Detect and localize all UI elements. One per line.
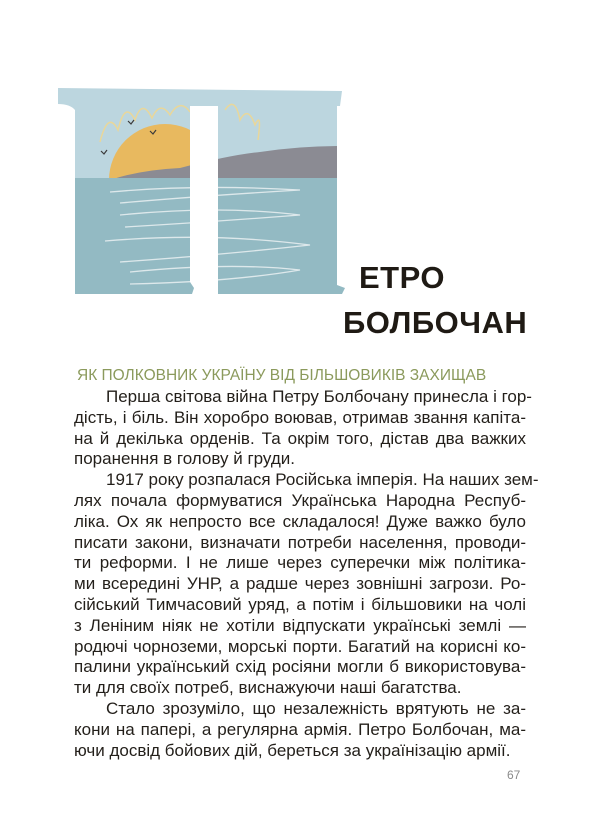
paragraph bbox=[74, 470, 539, 699]
text-line: Стало зрозуміло, що незалежність врятують не за- bbox=[106, 698, 526, 718]
text-line: дість, і біль. Він хоробро воював, отримав звання капіта- bbox=[74, 407, 526, 427]
text-line: 1917 року розпалася Російська імперія. На наших зем- bbox=[106, 470, 539, 490]
title-line-1: ЕТРО bbox=[359, 260, 445, 295]
text-line: поранення в голову й груди. bbox=[74, 449, 295, 469]
text-line: писати закони, визначати потреби населення, проводи- bbox=[74, 532, 526, 552]
text-line: ючи досвід бойових дій, береться за українізацію армії. bbox=[74, 740, 511, 760]
text-line: кони на папері, а регулярна армія. Петро Болбочан, ма- bbox=[74, 719, 526, 739]
text-line: лях почала формуватися Українська Народна Респуб- bbox=[74, 490, 526, 510]
text-line: ліка. Ох як непросто все складалося! Дуже важко було bbox=[74, 511, 526, 531]
text-line: ми всередині УНР, а радше через зовнішні загрози. Ро- bbox=[74, 574, 526, 594]
text-line: на й декілька орденів. Та окрім того, дістав два важких bbox=[74, 428, 526, 448]
text-line: сійський Тимчасовий уряд, а потім і більшовики на чолі bbox=[74, 594, 526, 614]
body-text bbox=[74, 387, 539, 761]
text-line: ти для своїх потреб, виснажуючи наші багатства. bbox=[74, 678, 462, 698]
text-line: Перша світова війна Петру Болбочану принесла і гор- bbox=[106, 387, 532, 406]
drop-cap-letter-pe bbox=[50, 80, 350, 298]
paragraph bbox=[74, 387, 532, 470]
title-line-2: БОЛБОЧАН bbox=[343, 305, 528, 340]
text-line: з Леніним ніяк не хотіли відпускати українські землі — bbox=[74, 615, 526, 635]
chapter-subtitle: ЯК ПОЛКОВНИК УКРАЇНУ ВІД БІЛЬШОВИКІВ ЗАХИЩАВ bbox=[77, 367, 487, 384]
water bbox=[50, 178, 350, 298]
text-line: ти реформи. І не лише через суперечки між політика- bbox=[74, 553, 526, 573]
text-line: палини український схід росіяни могли б використовува- bbox=[74, 657, 526, 677]
page-number: 67 bbox=[507, 768, 521, 782]
paragraph bbox=[74, 699, 526, 761]
text-line: родючі чорноземи, морські порти. Багатий на корисні ко- bbox=[74, 636, 526, 656]
